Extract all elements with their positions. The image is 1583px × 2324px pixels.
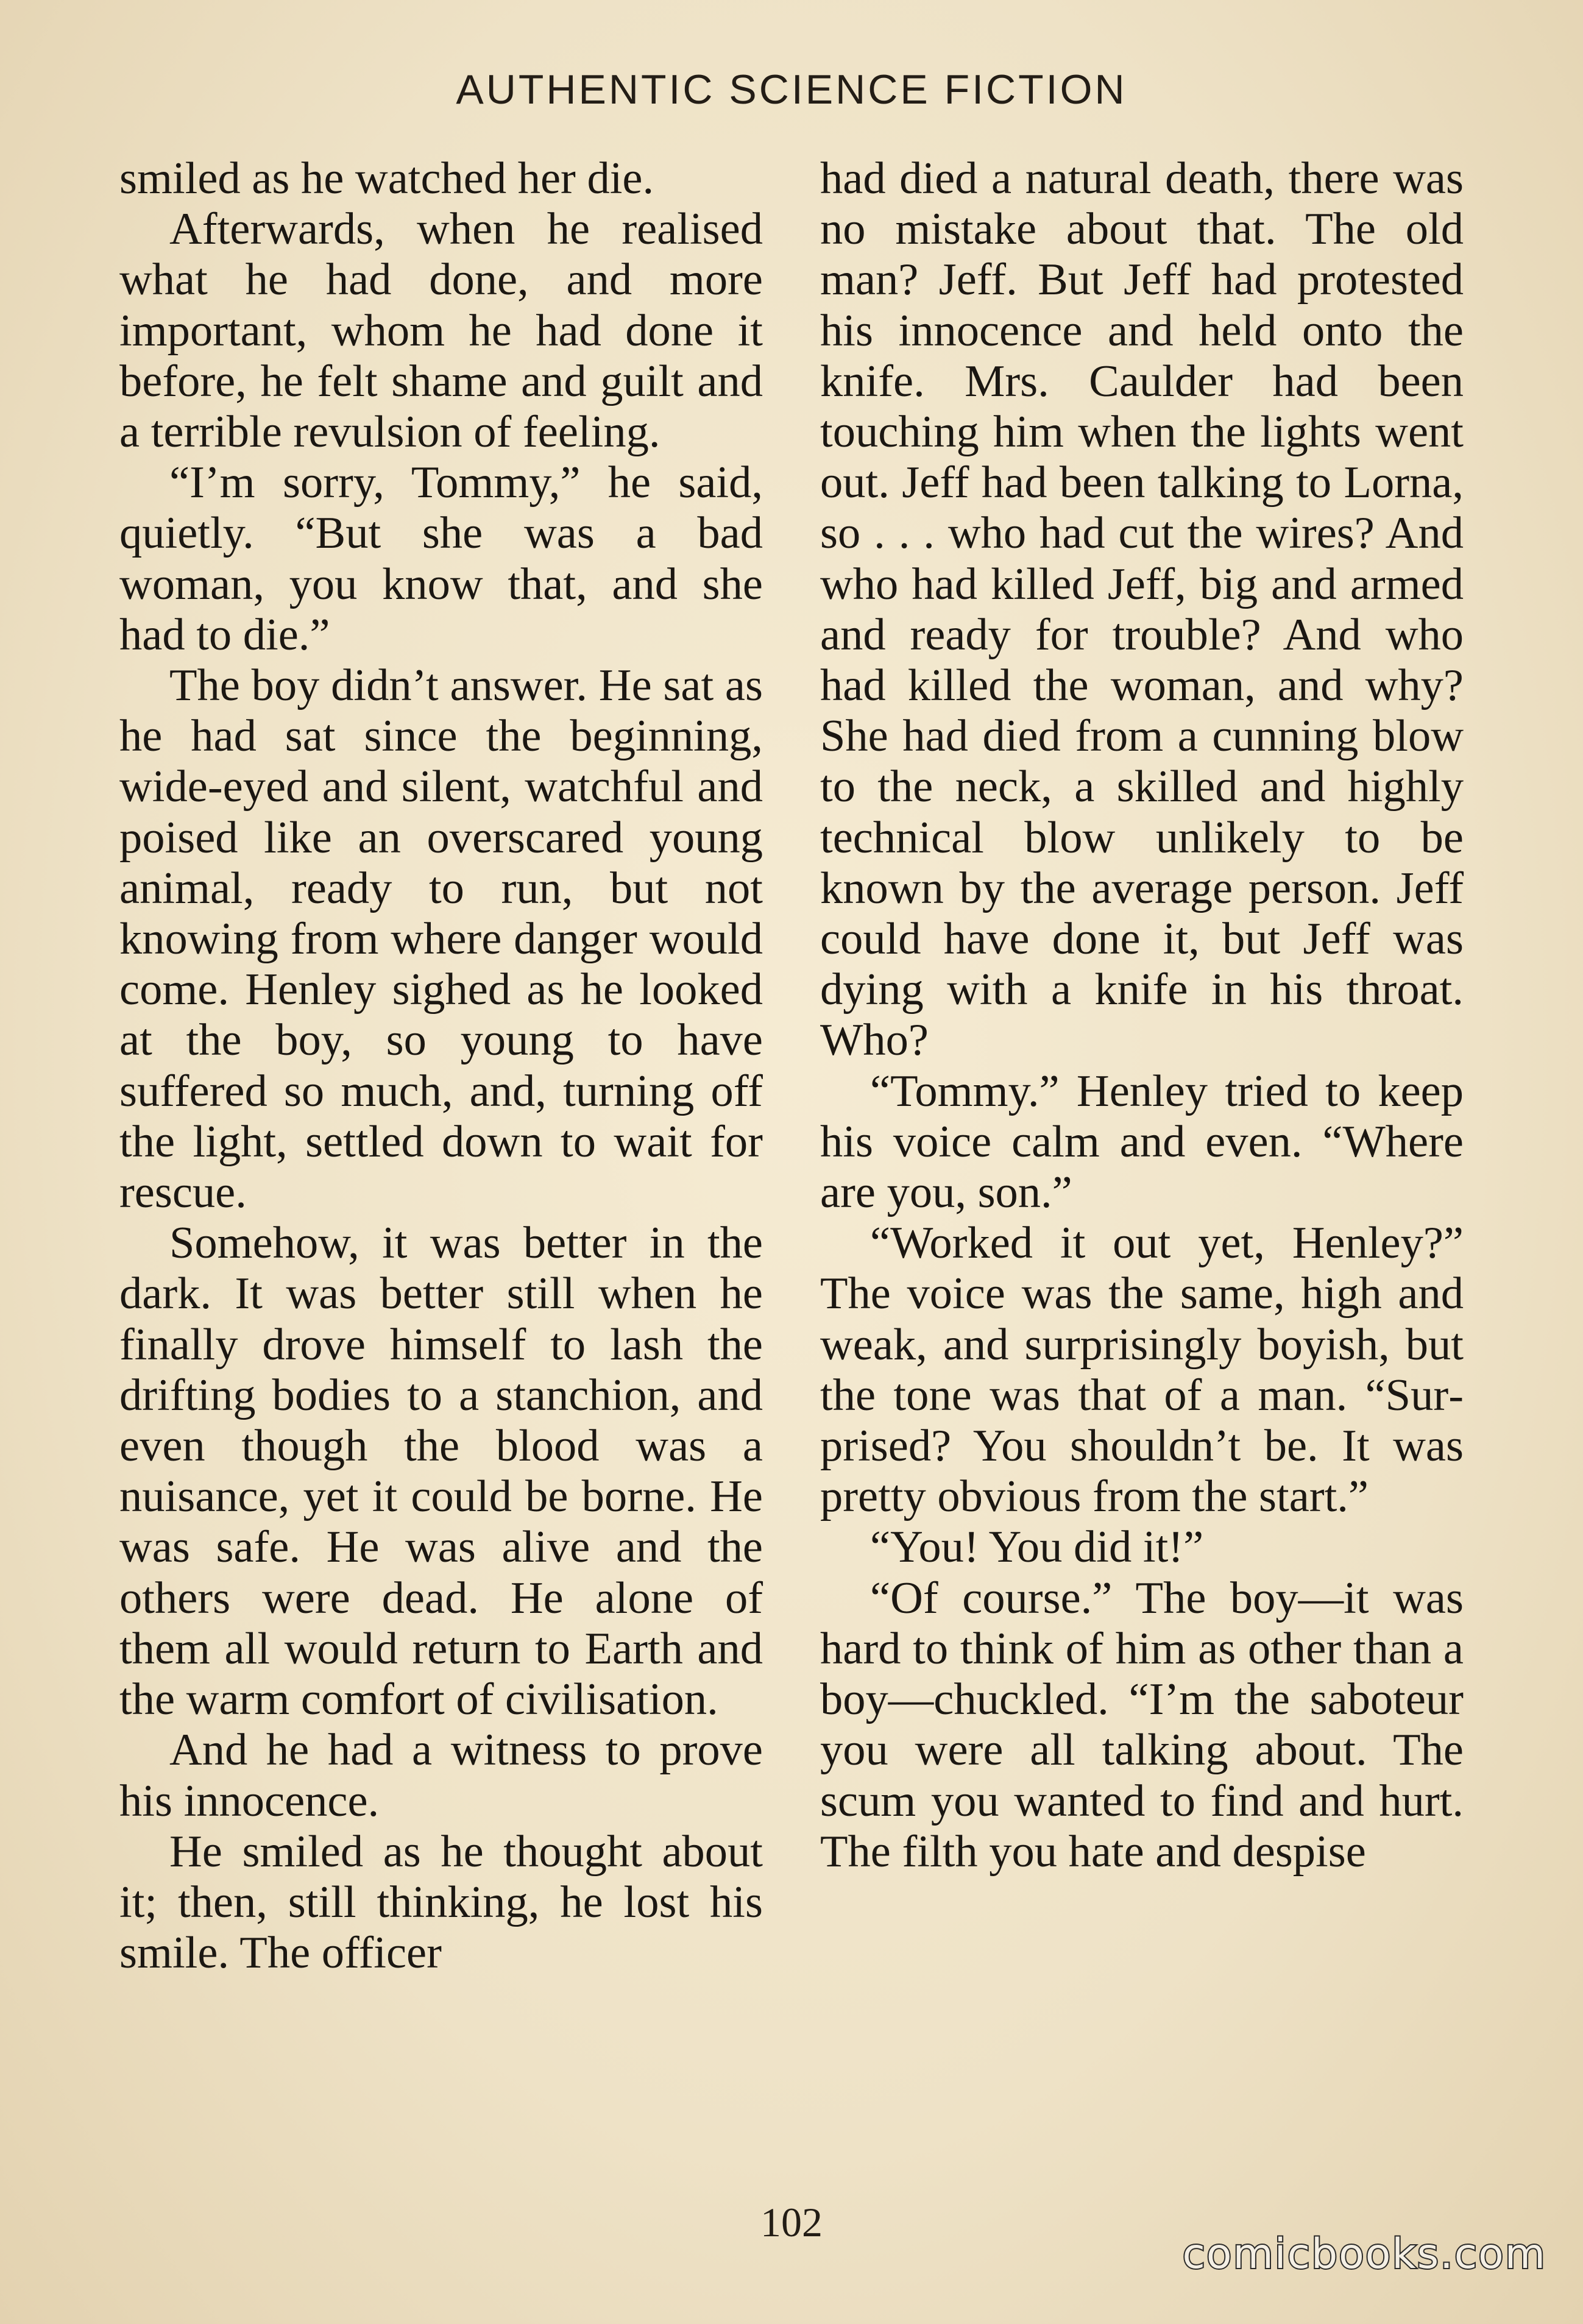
paragraph-continued: smiled as he watched her die. (119, 154, 654, 204)
paragraph: And he had a witness to prove his innocence. (119, 1725, 763, 1826)
running-title: AUTHENTIC SCIENCE FICTION (456, 66, 1127, 113)
paragraph: “You! You did it!” (870, 1522, 1204, 1573)
paragraph: “Tommy.” Henley tried to keep his voice calm and even. “Where are you, son.” (820, 1066, 1464, 1218)
paragraph: Afterwards, when he realised what he had done, and more important, whom he had done it before, he felt shame and guilt and a terrible revulsion of feeling. (119, 204, 763, 458)
left-text-column (119, 154, 763, 1979)
page-number: 102 (760, 2199, 823, 2245)
paragraph: “Worked it out yet, Henley?” The voice was the same, high and weak, and surprisingly boyish, but the tone was that of a man. “Surprised? You shouldn’t be. It was pretty obvious from the start.” (820, 1218, 1464, 1522)
watermark: comicbooks.com (1182, 2230, 1546, 2278)
paragraph-continued: had died a natural death, there was no mistake about that. The old man? Jeff. But Jeff had protested his innocence and held onto the knife. Mrs. Caulder had been touching him when the lights went out. Jeff had been talking to Lorna, so . . . who had cut the wires? And who had killed Jeff, big and armed and ready for trouble? And who had killed the woman, and why? She had died from a cunning blow to the neck, a skilled and highly technical blow unlikely to be known by the average person. Jeff could have done it, but Jeff was dying with a knife in his throat. Who? (820, 154, 1464, 1066)
paragraph: “I’m sorry, Tommy,” he said, quietly. “But she was a bad woman, you know that, and she had to die.” (119, 458, 763, 660)
paragraph: He smiled as he thought about it; then, still thinking, he lost his smile. The officer (119, 1826, 763, 1979)
paragraph: The boy didn’t answer. He sat as he had sat since the beginning, wide-eyed and silent, watchful and poised like an overscared young animal, ready to run, but not knowing from where danger would come. Henley sighed as he looked at the boy, so young to have suffered so much, and, turning off the light, settled down to wait for rescue. (119, 661, 763, 1218)
paragraph: “Of course.” The boy—it was hard to think of him as other than a boy—chuckled. “I’m the saboteur you were all talking about. The scum you wanted to find and hurt. The filth you hate and despise (820, 1573, 1464, 1877)
paragraph: Somehow, it was better in the dark. It was better still when he finally drove himself to lash the drifting bodies to a stanchion, and even though the blood was a nuisance, yet it could be borne. He was safe. He was alive and the others were dead. He alone of them all would return to Earth and the warm comfort of civilisation. (119, 1218, 763, 1725)
right-text-column (820, 154, 1464, 1877)
